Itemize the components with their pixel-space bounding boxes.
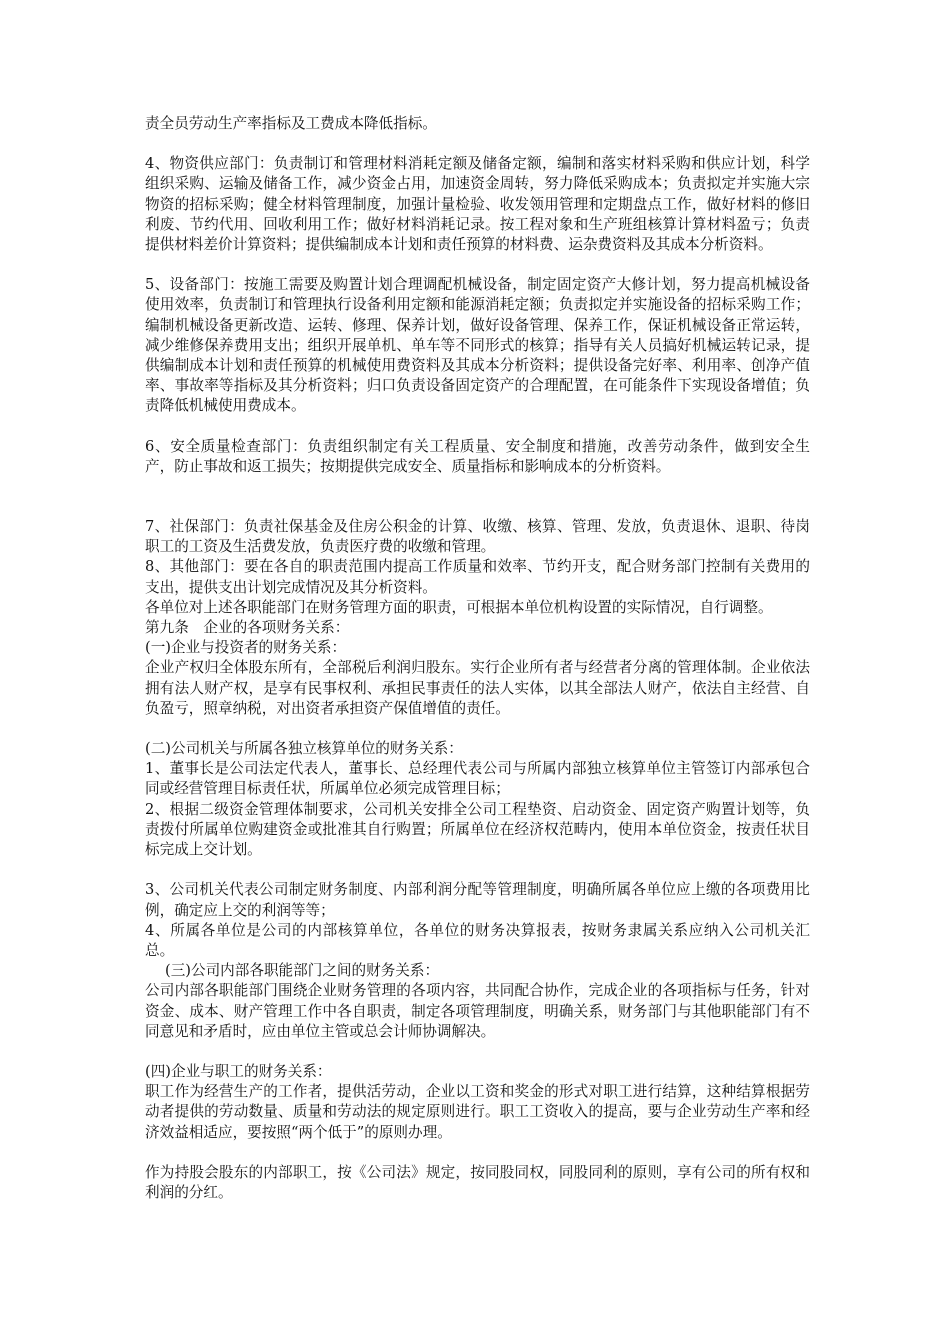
document-body xyxy=(145,114,810,1203)
paragraph: 企业产权归全体股东所有，全部税后利润归股东。实行企业所有者与经营者分离的管理体制。企业依法拥有法人财产权，是享有民事权利、承担民事责任的法人实体，以其全部法人财产，依法自主经营、自负盈亏，照章纳税，对出资者承担资产保值增值的责任。 xyxy=(145,659,810,717)
paragraph: 6、安全质量检查部门：负责组织制定有关工程质量、安全制度和措施，改善劳动条件，做到安全生产，防止事故和返工损失；按期提供完成安全、质量指标和影响成本的分析资料。 xyxy=(145,437,810,475)
paragraph-spacer xyxy=(145,1143,810,1163)
paragraph: 1、董事长是公司法定代表人，董事长、总经理代表公司与所属内部独立核算单位主管签订内部承包合同或经营管理目标责任状，所属单位必须完成管理目标； xyxy=(145,760,810,798)
paragraph: 各单位对上述各职能部门在财务管理方面的职责，可根据本单位机构设置的实际情况，自行调整。 xyxy=(145,598,773,616)
paragraph: 5、设备部门：按施工需要及购置计划合理调配机械设备，制定固定资产大修计划，努力提高机械设备使用效率，负责制订和管理执行设备利用定额和能源消耗定额；负责拟定并实施设备的招标采购工作；编制机械设备更新改造、运转、修理、保养计划，做好设备管理、保养工作，保证机械设备正常运转，减少维修保养费用支出；组织开展单机、单车等不同形式的核算；指导有关人员搞好机械运转记录，提供编制成本计划和责任预算的机械使用费资料及其成本分析资料；提供设备完好率、利用率、创净产值率、事故率等指标及其分析资料；归口负责设备固定资产的合理配置，在可能条件下实现设备增值；负责降低机械使用费成本。 xyxy=(145,276,810,415)
subsection-heading: (二)公司机关与所属各独立核算单位的财务关系： xyxy=(145,740,463,758)
paragraph: 作为持股会股东的内部职工，按《公司法》规定，按同股同权，同股同利的原则，享有公司的所有权和利润的分红。 xyxy=(145,1163,810,1201)
paragraph-spacer xyxy=(145,255,810,275)
paragraph-spacer xyxy=(145,719,810,739)
paragraph-spacer xyxy=(145,134,810,154)
paragraph: 3、公司机关代表公司制定财务制度、内部利润分配等管理制度，明确所属各单位应上缴的各项费用比例，确定应上交的利润等等； xyxy=(145,881,810,919)
paragraph: 8、其他部门：要在各自的职责范围内提高工作质量和效率、节约开支，配合财务部门控制有关费用的支出，提供支出计划完成情况及其分析资料。 xyxy=(145,558,810,596)
paragraph: 公司内部各职能部门围绕企业财务管理的各项内容，共同配合协作，完成企业的各项指标与任务，针对资金、成本、财产管理工作中各自职责，制定各项管理制度，明确关系，财务部门与其他职能部门有不同意见和矛盾时，应由单位主管或总会计师协调解决。 xyxy=(145,982,810,1040)
subsection-heading: (四)企业与职工的财务关系： xyxy=(145,1062,332,1080)
paragraph: 责全员劳动生产率指标及工费成本降低指标。 xyxy=(145,115,437,132)
paragraph-spacer xyxy=(145,860,810,880)
paragraph-spacer xyxy=(145,1042,810,1062)
paragraph-spacer xyxy=(145,477,810,517)
paragraph: 4、所属各单位是公司的内部核算单位，各单位的财务决算报表，按财务隶属关系应纳入公司机关汇总。 xyxy=(145,921,810,959)
subsection-heading: (三)公司内部各职能部门之间的财务关系： xyxy=(165,962,440,980)
paragraph: 2、根据二级资金管理体制要求，公司机关安排全公司工程垫资、启动资金、固定资产购置计划等，负责拨付所属单位购建资金或批准其自行购置；所属单位在经济权范畴内，使用本单位资金，按责任状目标完成上交计划。 xyxy=(145,800,810,859)
subsection-heading: (一)企业与投资者的财务关系： xyxy=(145,639,347,657)
paragraph: 7、社保部门：负责社保基金及住房公积金的计算、收缴、核算、管理、发放，负责退休、退职、待岗职工的工资及生活费发放，负责医疗费的收缴和管理。 xyxy=(145,518,810,556)
paragraph: 职工作为经营生产的工作者，提供活劳动，企业以工资和奖金的形式对职工进行结算，这种结算根据劳动者提供的劳动数量、质量和劳动法的规定原则进行。职工工资收入的提高，要与企业劳动生产率和经济效益相适应，要按照“两个低于”的原则办理。 xyxy=(145,1083,810,1141)
section-heading: 第九条 企业的各项财务关系： xyxy=(145,619,350,637)
paragraph: 4、物资供应部门：负责制订和管理材料消耗定额及储备定额，编制和落实材料采购和供应计划，科学组织采购、运输及储备工作，减少资金占用，加速资金周转，努力降低采购成本；负责拟定并实施大宗物资的招标采购；健全材料管理制度，加强计量检验、收发领用管理和定期盘点工作，做好材料的修旧利废、节约代用、回收利用工作；做好材料消耗记录。按工程对象和生产班组核算计算材料盈亏；负责提供材料差价计算资料；提供编制成本计划和责任预算的材料费、运杂费资料及其成本分析资料。 xyxy=(145,155,810,254)
paragraph-spacer xyxy=(145,417,810,437)
